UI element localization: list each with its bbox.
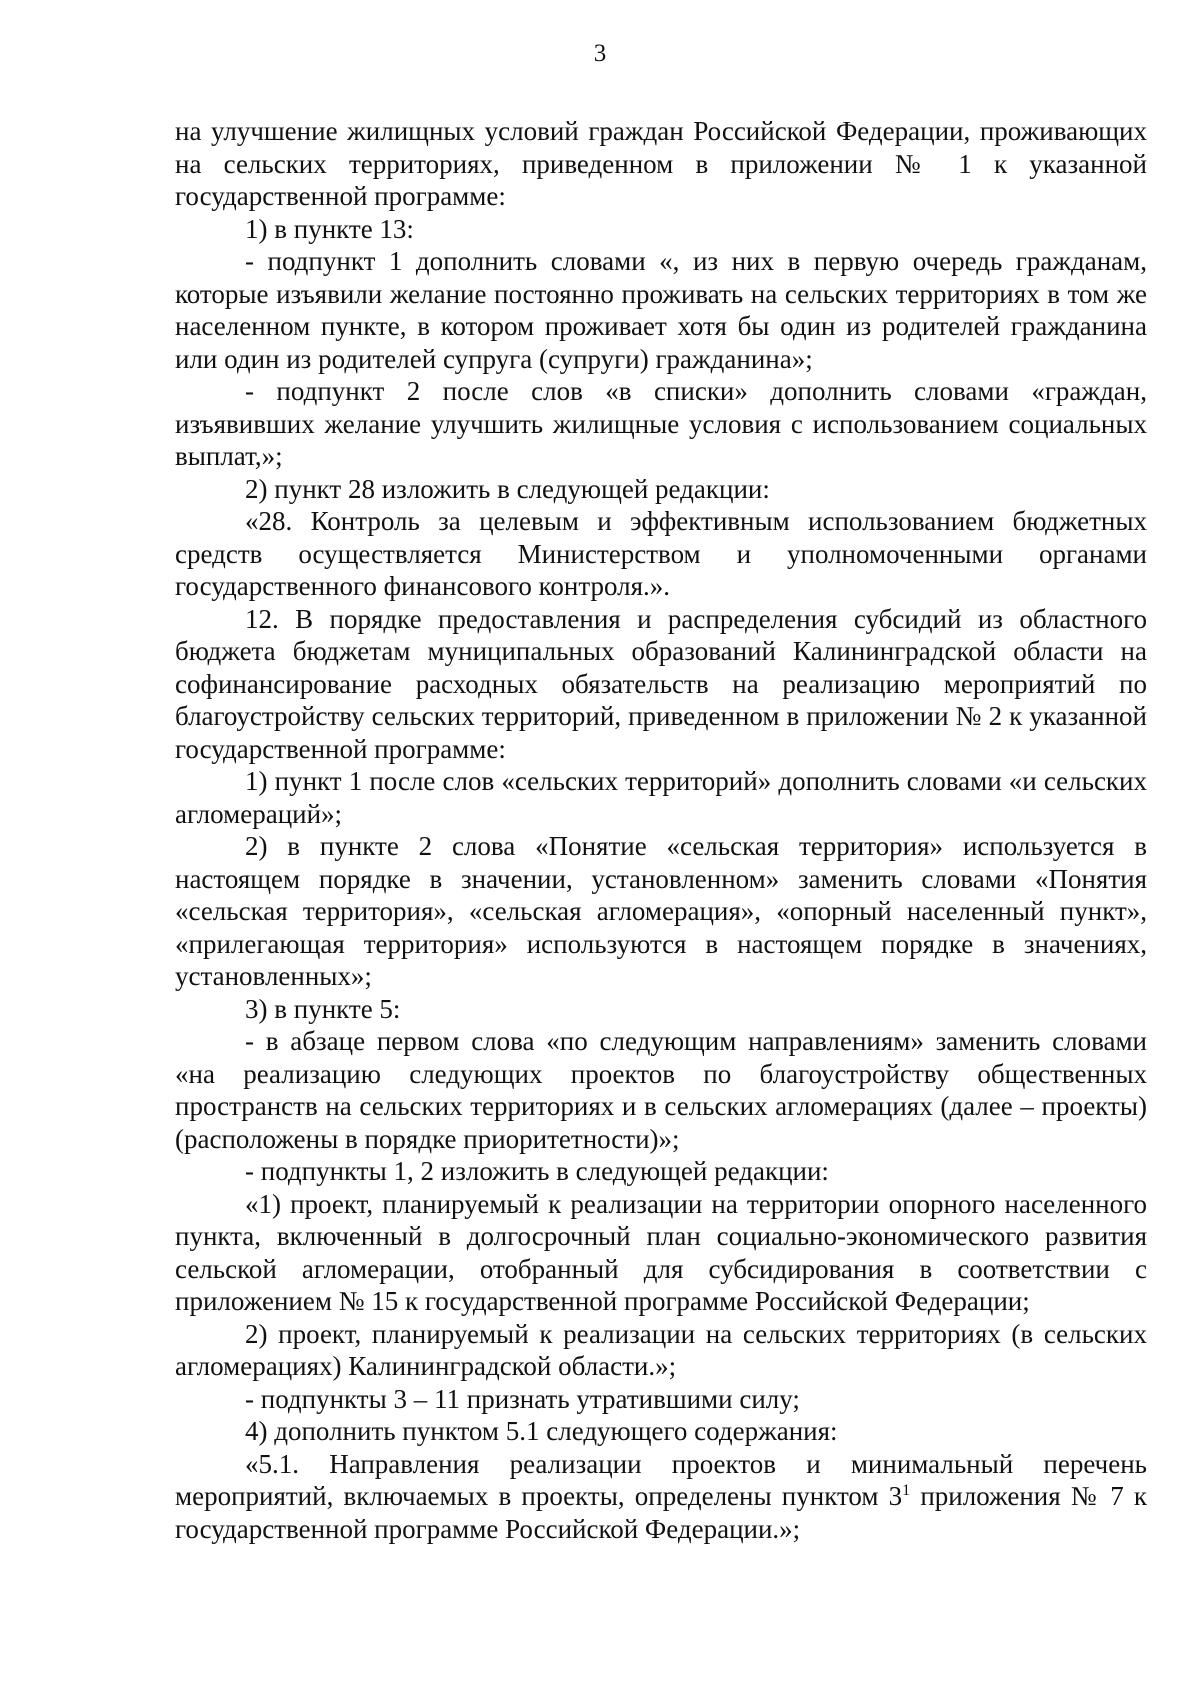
paragraph: - в абзаце первом слова «по следующим направлениям» заменить словами «на реализацию следующих проектов по благоустройству общественных пространств на сельских территориях и в сельских агломерациях (далее – проекты) (расположены в порядке приоритетности)»; <box>175 1026 1147 1154</box>
paragraph: 1) в пункте 13: <box>245 213 414 244</box>
paragraph: - подпункт 1 дополнить словами «, из них в первую очередь гражданам, которые изъявили желание постоянно проживать на сельских территориях в том же населенном пункте, в котором проживает хотя бы один из родителей гражданина или один из родителей супруга (супруги) гражданина»; <box>175 246 1147 374</box>
paragraph: - подпункты 1, 2 изложить в следующей редакции: <box>245 1156 829 1186</box>
paragraph: 3) в пункте 5: <box>245 993 401 1024</box>
paragraph: 2) в пункте 2 слова «Понятие «сельская территория» используется в настоящем порядке в значении, установленном» заменить словами «Понятия «сельская территория», «сельская агломерация», «опорный населенный пункт», «прилегающая территория» используются в настоящем порядке в значениях, установленных»; <box>175 831 1147 991</box>
paragraph: «28. Контроль за целевым и эффективным использованием бюджетных средств осуществляется Министерством и уполномоченными органами государственного финансового контроля.». <box>175 506 1147 601</box>
paragraph: на улучшение жилищных условий граждан Российской Федерации, проживающих на сельских территориях, приведенном в приложении № 1 к указанной государственной программе: <box>175 116 1147 211</box>
paragraph-last <box>175 1448 1147 1546</box>
paragraph-last-text: «5.1. Направления реализации проектов и минимальный перечень мероприятий, включаемых в проекты, определены пунктом 3 <box>175 1448 1147 1511</box>
page-number: 3 <box>593 40 607 67</box>
paragraph-last-text-end: приложения № 7 к государственной программе Российской Федерации.»; <box>175 1481 1148 1544</box>
paragraph: 2) пункт 28 изложить в следующей редакции: <box>245 473 770 504</box>
paragraph: - подпункты 3 – 11 признать утратившими силу; <box>245 1383 800 1414</box>
paragraph: 2) проект, планируемый к реализации на сельских территориях (в сельских агломерациях) Калининградской области.»; <box>175 1318 1147 1381</box>
paragraph: - подпункт 2 после слов «в списки» дополнить словами «граждан, изъявивших желание улучшить жилищные условия с использованием социальных выплат,»; <box>175 376 1147 471</box>
paragraph: 12. В порядке предоставления и распределения субсидий из областного бюджета бюджетам муниципальных образований Калининградской области на софинансирование расходных обязательств на реализацию мероприятий по благоустройству сельских территорий, приведенном в приложении № 2 к указанной государственной программе: <box>175 603 1147 764</box>
paragraph: 1) пункт 1 после слов «сельских территорий» дополнить словами «и сельских агломераций»; <box>175 766 1147 829</box>
paragraph: «1) проект, планируемый к реализации на территории опорного населенного пункта, включенный в долгосрочный план социально-экономического развития сельской агломерации, отобранный для субсидирования в соответствии с приложением № 15 к государственной программе Российской Федерации; <box>175 1188 1147 1316</box>
paragraph: 4) дополнить пунктом 5.1 следующего содержания: <box>245 1416 838 1446</box>
document-body <box>175 115 1147 1545</box>
paragraph-list <box>175 115 1147 1448</box>
superscript: 1 <box>902 1482 911 1499</box>
